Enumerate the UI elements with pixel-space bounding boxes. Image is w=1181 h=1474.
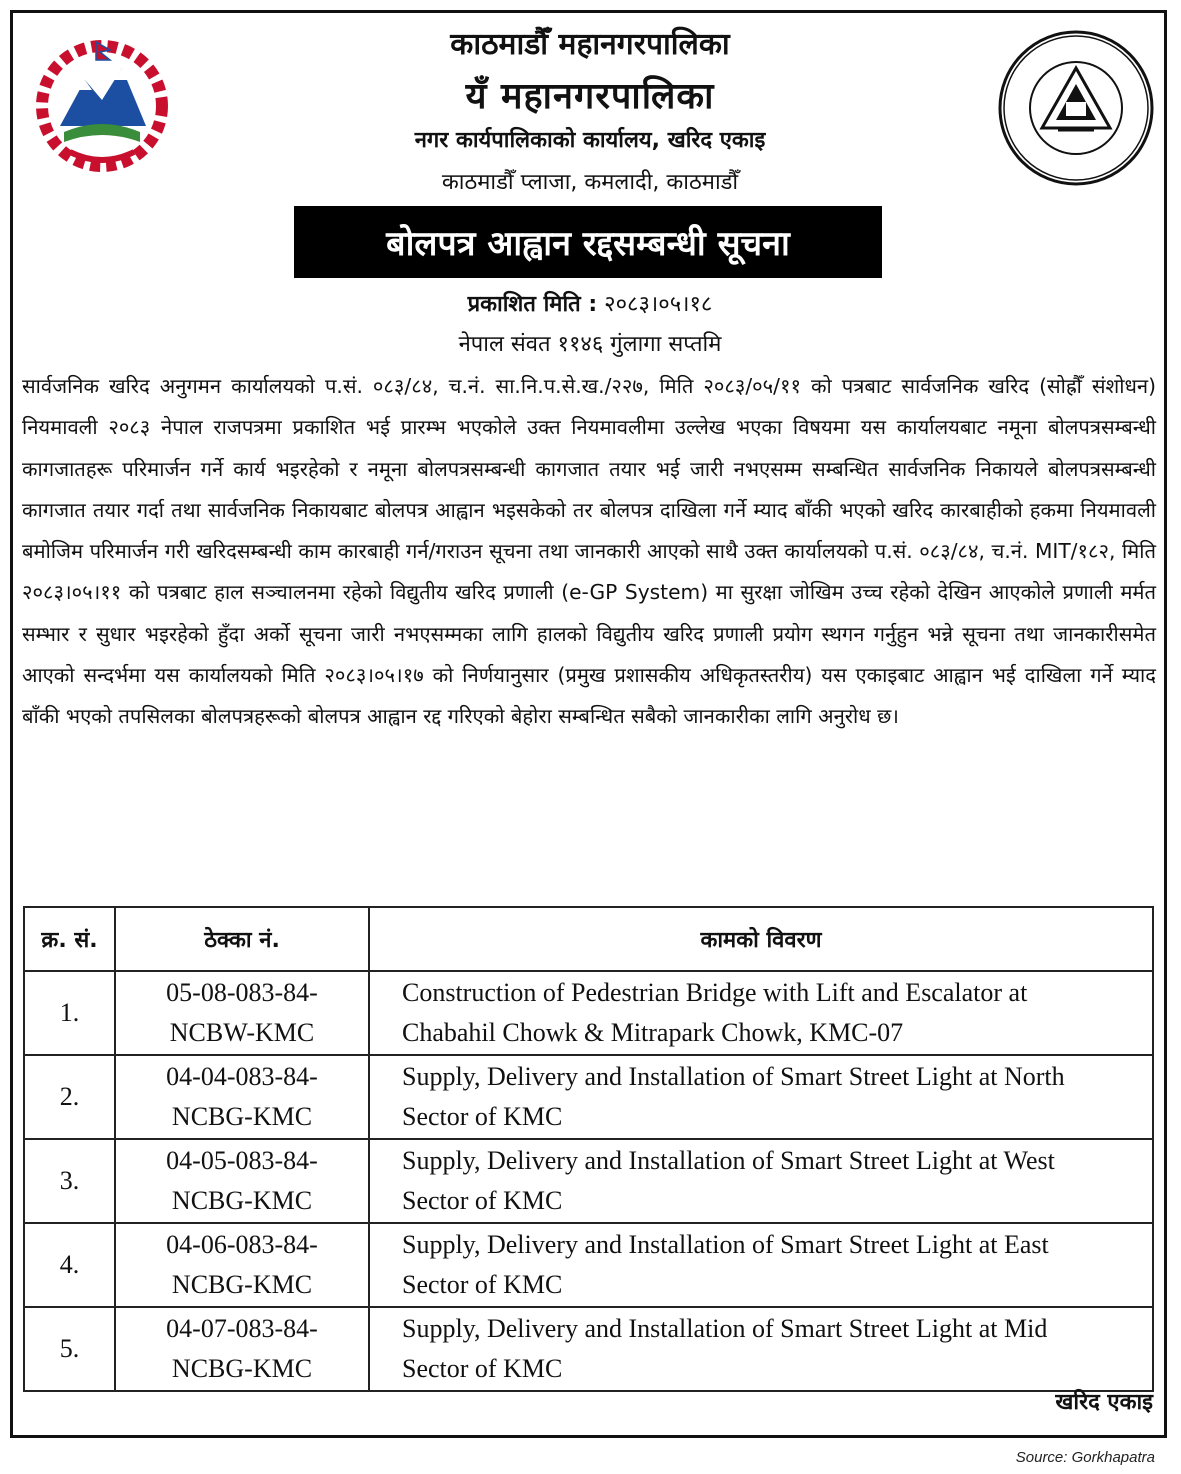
source-credit: Source: Gorkhapatra <box>1015 1449 1155 1466</box>
row-sn: 1. <box>24 971 115 1055</box>
table-row <box>24 1223 1153 1307</box>
contract-no-line: NCBG-KMC <box>171 1186 313 1215</box>
table-row <box>24 1139 1153 1223</box>
table-row <box>24 1055 1153 1139</box>
signature: खरिद एकाइ <box>1055 1390 1153 1415</box>
table-row <box>24 1307 1153 1391</box>
row-description <box>369 971 1153 1055</box>
col-header-sn: क्र. सं. <box>24 907 115 971</box>
row-sn: 2. <box>24 1055 115 1139</box>
nepal-sambat-date: नेपाल संवत ११४६ गुंलागा सप्तमि <box>458 332 722 357</box>
description-line: Sector of KMC <box>402 1354 563 1383</box>
description-line: Sector of KMC <box>402 1270 563 1299</box>
contract-no-line: 04-07-083-84- <box>166 1314 318 1343</box>
row-contract-no <box>115 1307 369 1391</box>
contract-no-line: NCBG-KMC <box>171 1270 313 1299</box>
published-date <box>200 288 980 318</box>
row-description <box>369 1307 1153 1391</box>
contract-no-line: 04-06-083-84- <box>166 1230 318 1259</box>
table-row <box>24 971 1153 1055</box>
contract-no-line: 05-08-083-84- <box>166 978 318 1007</box>
org-name-nepalbhasa: यँ महानगरपालिका <box>465 75 715 117</box>
row-contract-no <box>115 1223 369 1307</box>
row-description <box>369 1055 1153 1139</box>
row-description <box>369 1223 1153 1307</box>
row-sn: 5. <box>24 1307 115 1391</box>
tender-table <box>23 906 1154 1392</box>
nepal-emblem-icon <box>30 28 175 173</box>
description-line: Supply, Delivery and Installation of Smart Street Light at Mid <box>402 1314 1048 1343</box>
kmc-seal-icon <box>996 28 1156 188</box>
description-line: Construction of Pedestrian Bridge with Lift and Escalator at <box>402 978 1028 1007</box>
contract-no-line: NCBG-KMC <box>171 1354 313 1383</box>
row-contract-no <box>115 971 369 1055</box>
contract-no-line: 04-05-083-84- <box>166 1146 318 1175</box>
col-header-contract-no: ठेक्का नं. <box>115 907 369 971</box>
row-contract-no <box>115 1055 369 1139</box>
contract-no-line: 04-04-083-84- <box>166 1062 318 1091</box>
description-line: Supply, Delivery and Installation of Smart Street Light at East <box>402 1230 1049 1259</box>
notice-body: सार्वजनिक खरिद अनुगमन कार्यालयको प.सं. ०८३/८४, च.नं. सा.नि.प.से.ख./२२७, मिति २०८३/०५/११ को पत्रबाट सार्वजनिक खरिद (सोह्रौँ संशोधन) नियमावली २०८३ नेपाल राजपत्रमा प्रकाशित भई प्रारम्भ भएकोले उक्त नियमावलीमा उल्लेख भएका विषयमा यस कार्यालयबाट नमूना बोलपत्रसम्बन्धी कागजातहरू परिमार्जन गर्ने कार्य भइरहेको र नमूना बोलपत्रसम्बन्धी कागजात तयार भई जारी नभएसम्म सम्बन्धित सार्वजनिक निकायले बोलपत्रसम्बन्धी कागजात तयार गर्दा तथा सार्वजनिक निकायबाट बोलपत्र आह्वान भइसकेको तर बोलपत्र दाखिला गर्ने म्याद बाँकी भएको खरिद कारबाहीको हकमा नियमावली बमोजिम परिमार्जन गरी खरिदसम्बन्धी काम कारबाही गर्न/गराउन सूचना तथा जानकारी आएको साथै उक्त कार्यालयको प.सं. ०८३/८४, च.नं. MIT/१८२, मिति २०८३।०५।११ को पत्रबाट हाल सञ्चालनमा रहेको विद्युतीय खरिद प्रणाली (e-GP System) मा सुरक्षा जोखिम उच्च रहेको देखिन आएकोले प्रणाली मर्मत सम्भार र सुधार भइरहेको हुँदा अर्को सूचना जारी नभएसम्मका लागि हालको विद्युतीय खरिद प्रणाली प्रयोग स्थगन गर्नुहुन भन्ने सूचना तथा जानकारीसमेत आएको सन्दर्भमा यस कार्यालयको मिति २०८३।०५।१७ को निर्णयानुसार (प्रमुख प्रशासकीय अधिकृतस्तरीय) यस एकाइबाट आह्वान भई दाखिला गर्ने म्याद बाँकी भएको तपसिलका बोलपत्रहरूको बोलपत्र आह्वान रद्द गरिएको बेहोरा सम्बन्धित सबैको जानकारीका लागि अनुरोध छ। <box>22 374 1156 729</box>
org-name: काठमाडौँ महानगरपालिका <box>450 27 730 62</box>
published-label: प्रकाशित मिति : <box>467 292 598 317</box>
table-header-row <box>24 907 1153 971</box>
contract-no-line: NCBW-KMC <box>169 1018 315 1047</box>
description-line: Sector of KMC <box>402 1102 563 1131</box>
description-line: Supply, Delivery and Installation of Smart Street Light at West <box>402 1146 1055 1175</box>
row-sn: 3. <box>24 1139 115 1223</box>
description-line: Supply, Delivery and Installation of Smart Street Light at North <box>402 1062 1065 1091</box>
description-line: Sector of KMC <box>402 1186 563 1215</box>
office-address: काठमाडौँ प्लाजा, कमलादी, काठमाडौँ <box>441 170 739 195</box>
row-sn: 4. <box>24 1223 115 1307</box>
notice-title: बोलपत्र आह्वान रद्दसम्बन्धी सूचना <box>294 206 882 278</box>
contract-no-line: NCBG-KMC <box>171 1102 313 1131</box>
row-description <box>369 1139 1153 1223</box>
description-line: Chabahil Chowk & Mitrapark Chowk, KMC-07 <box>402 1018 904 1047</box>
col-header-description: कामको विवरण <box>369 907 1153 971</box>
published-value: २०८३।०५।१८ <box>604 292 713 317</box>
office-name: नगर कार्यपालिकाको कार्यालय, खरिद एकाइ <box>414 128 766 153</box>
row-contract-no <box>115 1139 369 1223</box>
